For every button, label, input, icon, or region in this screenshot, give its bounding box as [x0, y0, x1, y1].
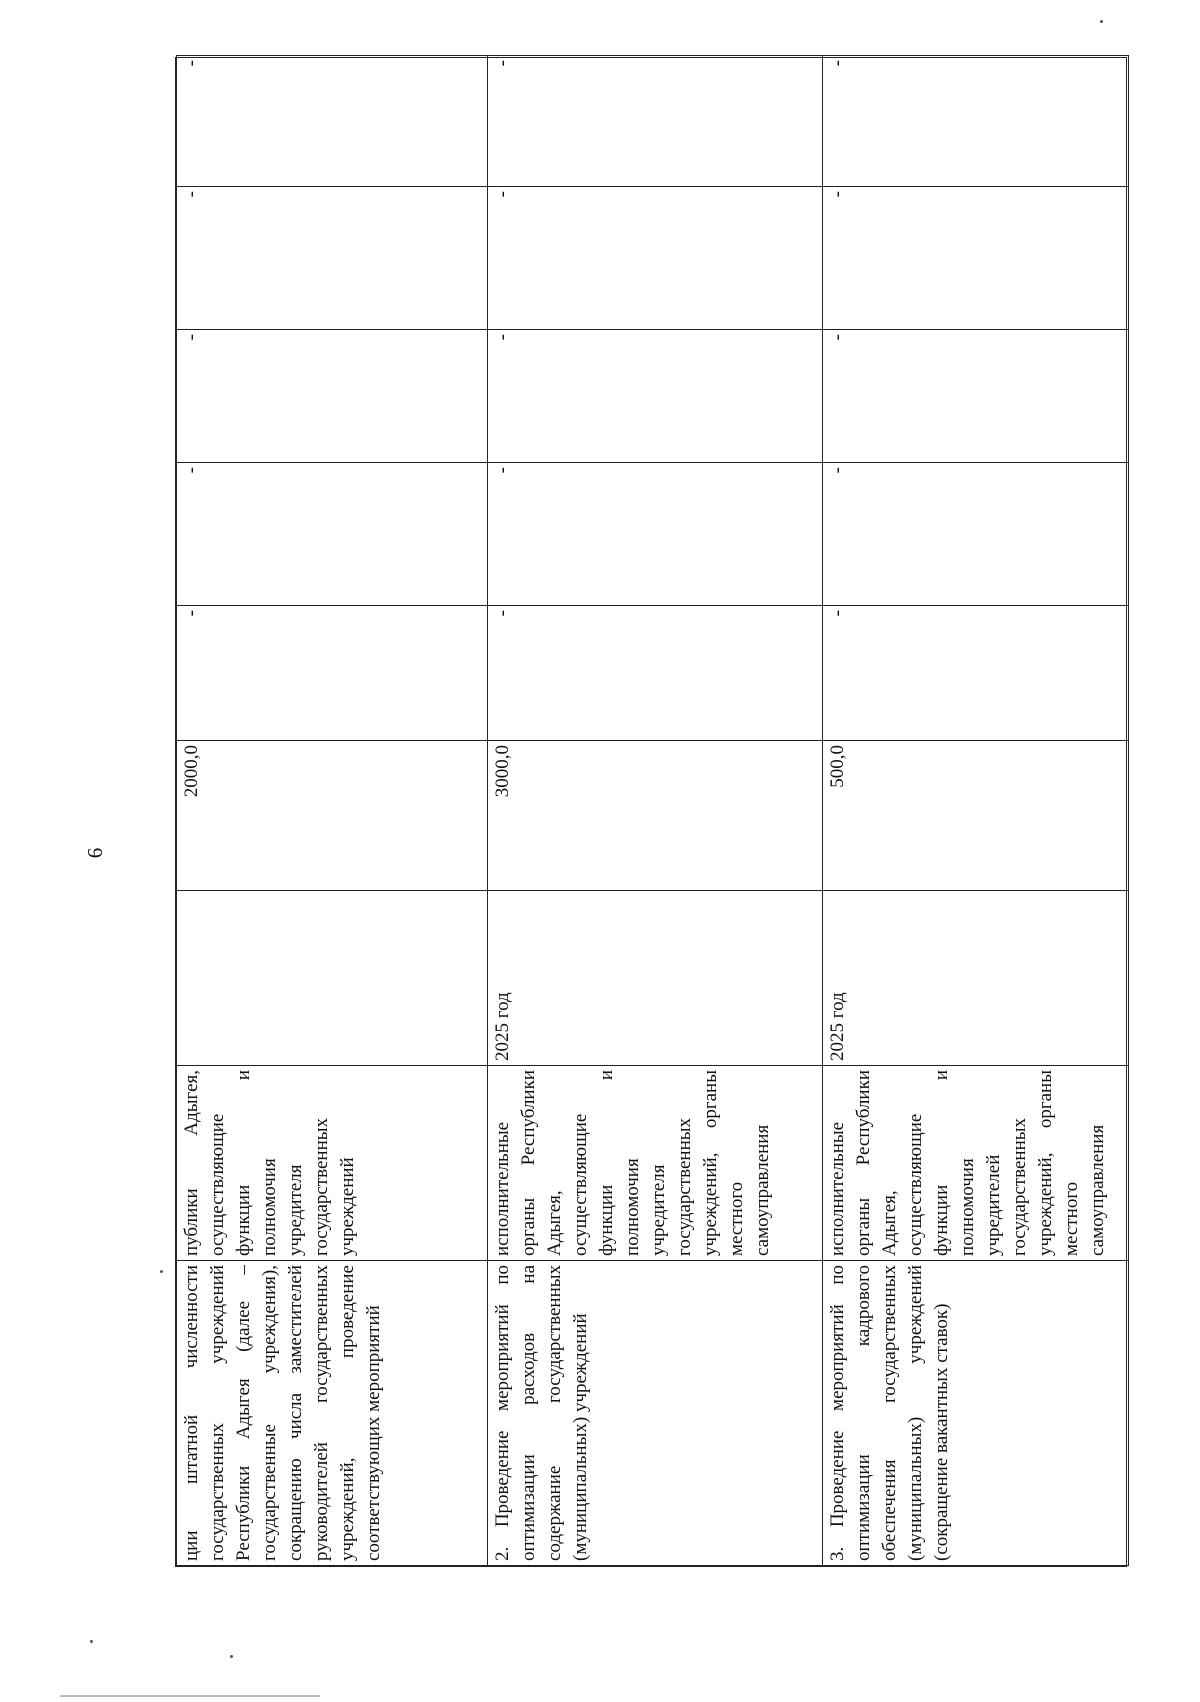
executor-cell: исполнительные органы Республики Адыгея, осуществляющие функции и полномочия учредителя государственных учреждений, органы местного самоуправления	[488, 1066, 823, 1261]
value-cell: -	[488, 56, 823, 187]
table-row	[488, 56, 823, 1566]
value-cell: -	[488, 606, 823, 741]
value-cell: -	[823, 463, 1129, 606]
term-cell	[177, 891, 488, 1066]
scan-speck	[90, 1640, 93, 1643]
value-cell: -	[488, 463, 823, 606]
scan-speck	[230, 1655, 233, 1658]
table-row	[177, 56, 488, 1566]
scan-speck	[1100, 20, 1103, 23]
amount-cell: 3000,0	[488, 741, 823, 891]
value-cell: -	[488, 330, 823, 463]
executor-cell: публики Адыгея, осуществляющие функции и полномочия учредителя государственных учреждений	[177, 1066, 488, 1261]
measures-table	[176, 55, 1129, 1566]
measures-table-frame	[175, 57, 1127, 1567]
amount-cell: 2000,0	[177, 741, 488, 891]
page-number: 6	[83, 847, 107, 859]
measure-cell: ции штатной численности государственных учреждений Республики Адыгея (далее – государственные учреждения), сокращению числа заместителей руководителей государственных учреждений, проведение соответствующих мероприятий	[177, 1261, 488, 1566]
table-row	[823, 56, 1129, 1566]
value-cell: -	[177, 187, 488, 330]
scan-edge-mark	[60, 1695, 320, 1697]
value-cell: -	[823, 606, 1129, 741]
measure-cell: 2. Проведение мероприятий по оптимизации расходов на содержание государственных (муниципальных) учреждений	[488, 1261, 823, 1566]
value-cell: -	[177, 56, 488, 187]
executor-cell: исполнительные органы Республики Адыгея, осуществляющие функции и полномочия учредителей государственных учреждений, органы местного самоуправления	[823, 1066, 1129, 1261]
value-cell: -	[823, 56, 1129, 187]
value-cell: -	[488, 187, 823, 330]
value-cell: -	[823, 330, 1129, 463]
measure-cell: 3. Проведение мероприятий по оптимизации кадрового обеспечения государственных (муниципальных) учреждений (сокращение вакантных ставок)	[823, 1261, 1129, 1566]
scan-speck	[160, 1270, 163, 1273]
value-cell: -	[177, 330, 488, 463]
term-cell: 2025 год	[823, 891, 1129, 1066]
amount-cell: 500,0	[823, 741, 1129, 891]
term-cell: 2025 год	[488, 891, 823, 1066]
value-cell: -	[823, 187, 1129, 330]
value-cell: -	[177, 606, 488, 741]
value-cell: -	[177, 463, 488, 606]
